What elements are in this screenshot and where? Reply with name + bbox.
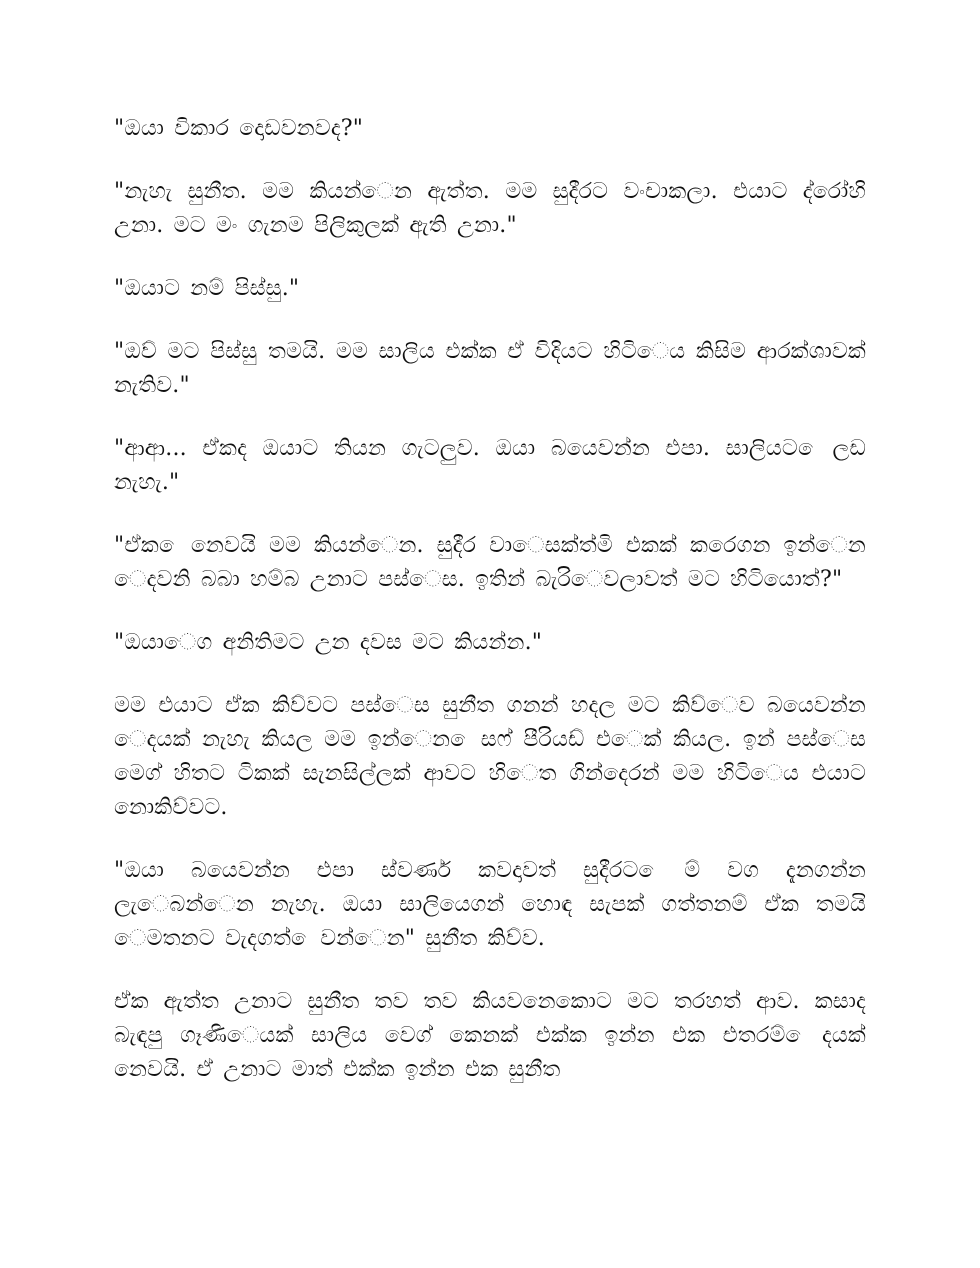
paragraph-1: "ඔයා විකාර දොඩවනවද?": [114, 116, 364, 141]
paragraph-6: "ඒක ෙනෙවයි මම කියන්ෙන. සුදීර වාෙසක්ත්මි එකක් කරෙගන ඉන්ෙන ෙදවනි බබා හම්බ උනාට පස්ෙස. ඉතින් බැරිෙවලාවත් මට හිටියොත්?": [114, 533, 866, 592]
paragraph-2: "නැහැ සුනීත. මම කියන්ෙන ඇත්ත. මම සුදීරට වංචාකලා. එයාට ද්රෝහි උනා. මට මං ගැනම පිලිකුලක් ඇති උනා.": [114, 179, 866, 238]
paragraph-7: "ඔයාෙග අනිතිමට උන දවස මට කියන්න.": [114, 630, 543, 655]
paragraph-9: "ඔයා බයෙවන්න එපා ස්වර්ණ කවදාවත් සුදීරට ෙම් වග දැනගන්න ලැෙබන්ෙන නැහැ. ඔයා සාලියෙගන් හොඳ සැපක් ගත්තනම් ඒක තමයි ෙමතනට වැදගත් ෙවන්ෙන" සුනීත කිව්ව.: [114, 858, 866, 951]
paragraph-8: මම එයාට ඒක කිව්වට පස්ෙස සුනීත ගනන් හදල මට කිව්ෙව බයෙවන්න ෙදයක් නැහැ කියල මම ඉන්ෙන ෙසෆ් පීරියඩ් එෙක් කියල. ඉන් පස්ෙස මෙග් හිතට ටිකක් සැනසිල්ලක් ආවට හිෙත ගින්දෙරන් මම හිටිෙය එයාට නොකිව්වට.: [114, 693, 866, 820]
paragraph-5: "ආආ... ඒකද ඔයාට තියන ගැටලුව. ඔයා බයෙවන්න එපා. සාලියට ෙලඩ නැහැ.": [114, 436, 866, 495]
paragraph-3: "ඔයාට නම් පිස්සු.": [114, 276, 300, 301]
paragraph-10: ඒක ඇත්ත උනාට සුනීත තව තව කියවනෙකොට මට තරහත් ආව. කසාද බැඳපු ගෑණිෙයක් සාලිය වෙග් කෙනක් එක්ක ඉන්න එක එතරම් ෙදයක් නෙවයි. ඒ උනාට මාත් එක්ක ඉන්න එක සුනීත: [114, 989, 866, 1082]
paragraph-4: "ඔව් මට පිස්සු තමයි. මම සාලිය එක්ක ඒ විදියට හිටිෙය කිසිම ආරක්ශාවක් නැතිව.": [114, 339, 866, 398]
